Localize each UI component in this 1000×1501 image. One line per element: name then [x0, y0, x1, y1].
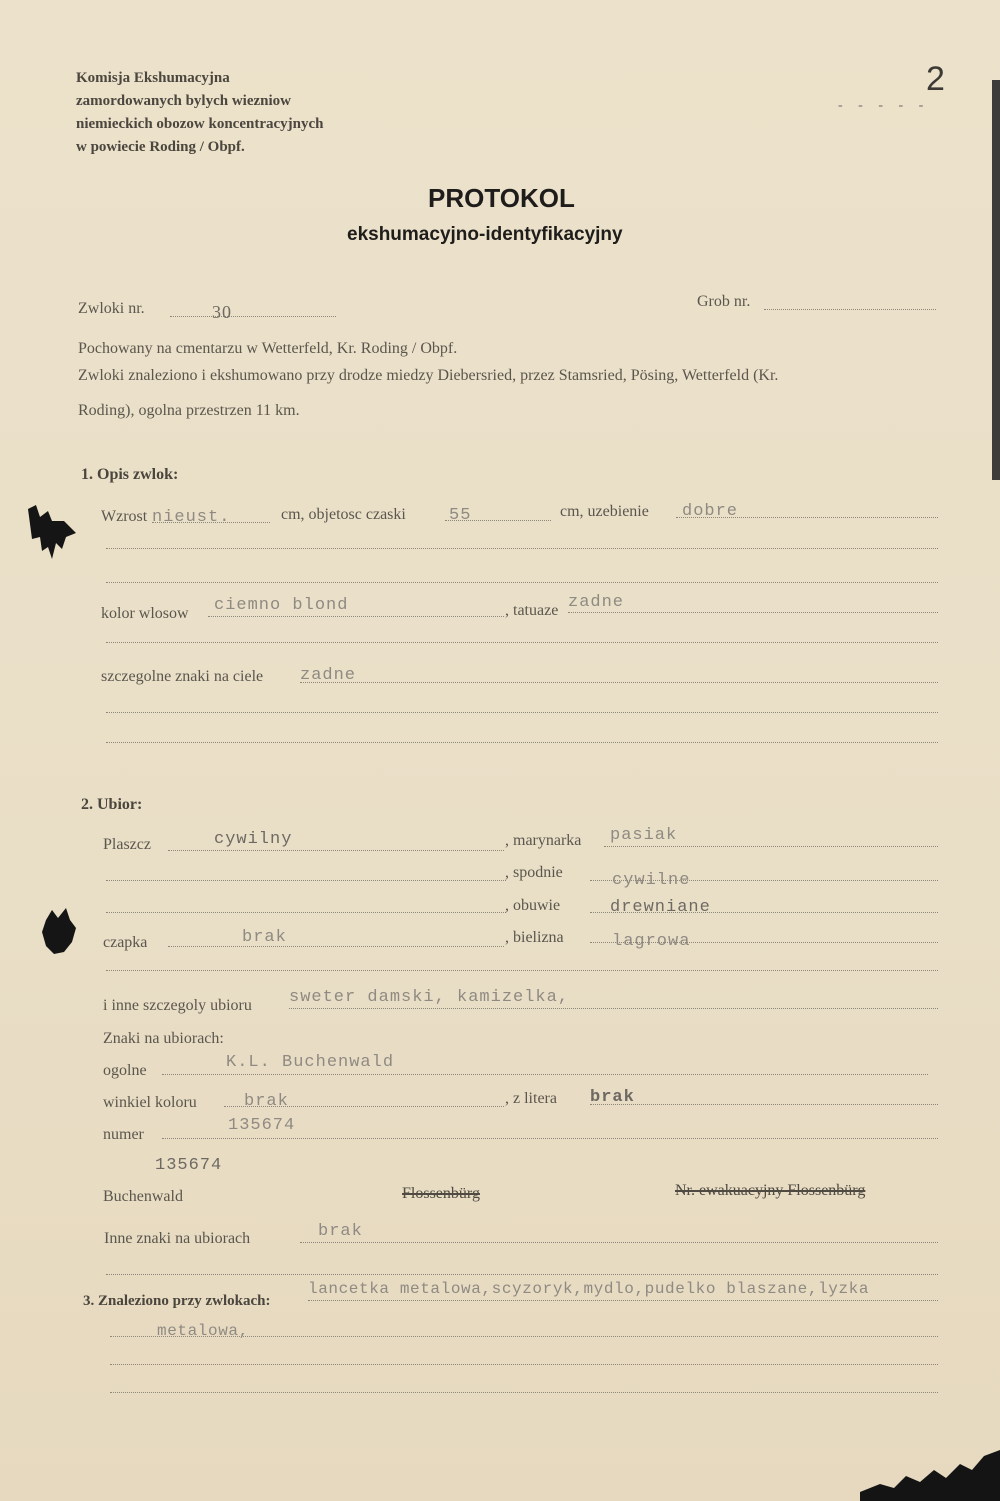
grob-label: Grob nr.: [697, 293, 751, 310]
inne-znaki-value: brak: [318, 1222, 363, 1241]
wzrost-label: Wzrost: [101, 508, 148, 525]
znaki-na-ciele-value: zadne: [300, 666, 357, 685]
litera-label: , z litera: [505, 1090, 557, 1107]
intro-line-1: Pochowany na cmentarzu w Wetterfeld, Kr. Roding / Obpf.: [78, 340, 458, 357]
czapka-label: czapka: [103, 934, 148, 951]
znaleziono-value-line-2: metalowa,: [157, 1322, 249, 1340]
winkiel-value: brak: [244, 1092, 289, 1111]
commission-header: [76, 67, 323, 159]
czaszka-label: cm, objetosc czaski: [281, 506, 406, 523]
intro-line-2: Zwloki znaleziono i ekshumowano przy drodze miedzy Diebersried, przez Stamsried, Pösing, Wetterfeld (Kr.: [78, 367, 779, 384]
section-opis-heading: 1. Opis zwlok:: [81, 466, 179, 483]
obuwie-label: , obuwie: [505, 897, 561, 914]
inne-szczegoly-value: sweter damski, kamizelka,: [289, 988, 570, 1007]
document-title: PROTOKOL: [428, 183, 575, 213]
header-line-1: Komisja Ekshumacyjna: [76, 70, 230, 86]
document-subtitle: ekshumacyjno-identyfikacyjny: [347, 224, 623, 245]
inne-szczegoly-label: i inne szczegoly ubioru: [103, 997, 252, 1014]
header-line-2: zamordowanych bylych wiezniow: [76, 93, 291, 109]
spodnie-label: , spodnie: [505, 864, 563, 881]
inne-znaki-label: Inne znaki na ubiorach: [104, 1230, 251, 1247]
zwloki-label: Zwloki nr.: [78, 300, 145, 317]
winkiel-label: winkiel koloru: [103, 1094, 197, 1111]
kolor-wlosow-label: kolor wlosow: [101, 605, 189, 622]
tatuaze-label: , tatuaze: [505, 602, 559, 619]
czapka-value: brak: [242, 928, 287, 947]
ogolne-value: K.L. Buchenwald: [226, 1053, 395, 1072]
plaszcz-label: Plaszcz: [103, 836, 151, 853]
uzebienie-value: dobre: [682, 502, 739, 521]
page-number: 2: [926, 60, 945, 98]
znaleziono-value-line-1: lancetka metalowa,scyzoryk,mydlo,pudelko blaszane,lyzka: [308, 1280, 870, 1298]
right-edge-shadow: [992, 80, 1000, 480]
znaki-na-ubiorach-heading: Znaki na ubiorach:: [103, 1030, 224, 1047]
ogolne-label: ogolne: [103, 1062, 147, 1079]
intro-line-3: Roding), ogolna przestrzen 11 km.: [78, 402, 300, 419]
kolor-wlosow-value: ciemno blond: [214, 596, 349, 615]
spodnie-value: cywilne: [612, 871, 691, 890]
torn-edge-mark: [860, 1440, 1000, 1501]
page-dashes: - - - - -: [838, 98, 930, 113]
flossenburg-label: Flossenbürg: [402, 1185, 480, 1202]
buchenwald-label: Buchenwald: [103, 1188, 183, 1205]
header-line-3: niemieckich obozow koncentracyjnych: [76, 116, 324, 132]
ink-blot-mark: [22, 503, 82, 563]
tatuaze-value: zadne: [568, 593, 625, 612]
litera-value: brak: [590, 1088, 635, 1107]
zwloki-value: 30: [212, 302, 232, 322]
section-ubior-heading: 2. Ubior:: [81, 796, 143, 813]
ink-blot-mark-2: [38, 906, 82, 958]
numer-label: numer: [103, 1126, 144, 1143]
bielizna-value: lagrowa: [612, 932, 691, 951]
wzrost-value: nieust.: [152, 508, 231, 527]
numer-value: 135674: [228, 1116, 296, 1135]
obuwie-value: drewniane: [610, 898, 711, 917]
bielizna-label: , bielizna: [505, 929, 564, 946]
number-handwritten: 135674: [155, 1156, 223, 1175]
header-line-4: w powiecie Roding / Obpf.: [76, 139, 245, 155]
uzebienie-label: cm, uzebienie: [560, 503, 649, 520]
plaszcz-value: cywilny: [214, 830, 293, 849]
marynarka-value: pasiak: [610, 826, 678, 845]
nr-ewakuacyjny-label: Nr. ewakuacyjny Flossenbürg: [675, 1182, 866, 1199]
czaszka-value: 55: [449, 506, 472, 525]
znaki-na-ciele-label: szczegolne znaki na ciele: [101, 668, 264, 685]
marynarka-label: , marynarka: [505, 832, 582, 849]
znaleziono-label: 3. Znaleziono przy zwlokach:: [83, 1293, 271, 1309]
